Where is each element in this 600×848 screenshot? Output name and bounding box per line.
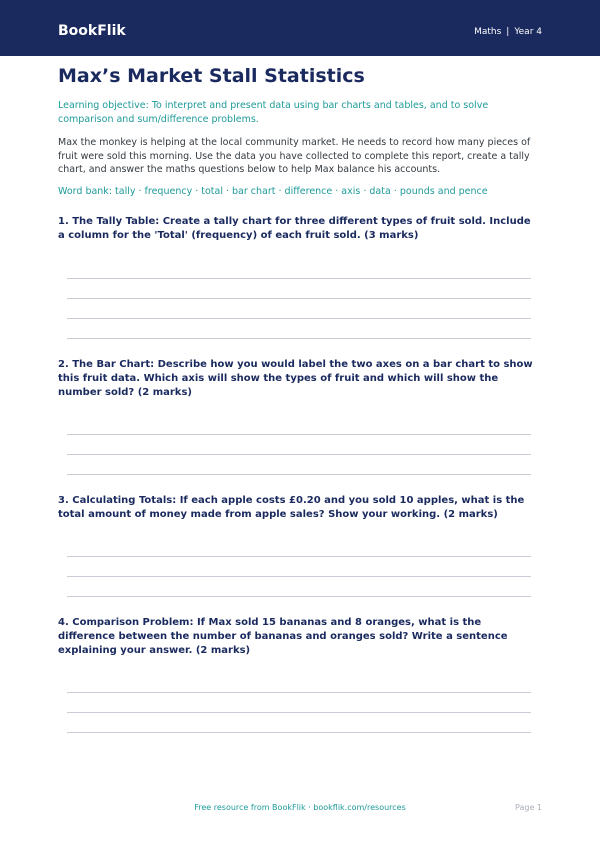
answer-line[interactable] — [67, 318, 531, 319]
answer-line[interactable] — [67, 474, 531, 475]
answer-line[interactable] — [67, 454, 531, 455]
question-2: 2. The Bar Chart: Describe how you would label the two axes on a bar chart to show this fruit data. Which axis will show the types of fruit and which will show the number sold? (2 marks) — [58, 359, 533, 398]
answer-line[interactable] — [67, 278, 531, 279]
question-1: 1. The Tally Table: Create a tally chart for three different types of fruit sold. Include a column for the 'Total' (frequency) of each fruit sold. (3 marks) — [58, 216, 531, 241]
subject-label: Maths — [474, 27, 502, 37]
answer-line[interactable] — [67, 732, 531, 733]
answer-line[interactable] — [67, 556, 531, 557]
question-4: 4. Comparison Problem: If Max sold 15 bananas and 8 oranges, what is the difference between the number of bananas and oranges sold? Write a sentence explaining your answer. (2 marks) — [58, 617, 508, 656]
breadcrumb — [474, 26, 542, 38]
year-label: Year 4 — [514, 27, 542, 37]
page-number: Page 1 — [515, 803, 542, 812]
answer-line[interactable] — [67, 298, 531, 299]
page-title: Max’s Market Stall Statistics — [58, 65, 365, 87]
answer-line[interactable] — [67, 576, 531, 577]
question-3: 3. Calculating Totals: If each apple costs £0.20 and you sold 10 apples, what is the total amount of money made from apple sales? Show your working. (2 marks) — [58, 495, 525, 520]
learning-objective: Learning objective: To interpret and present data using bar charts and tables, and to solve comparison and sum/difference problems. — [58, 100, 489, 125]
brand-logo[interactable]: BookFlik — [58, 23, 126, 39]
answer-line[interactable] — [67, 434, 531, 435]
answer-line[interactable] — [67, 712, 531, 713]
header-bar — [0, 0, 600, 56]
answer-line[interactable] — [67, 338, 531, 339]
footer-link[interactable]: Free resource from BookFlik · bookflik.com/resources — [194, 803, 406, 812]
answer-line[interactable] — [67, 692, 531, 693]
answer-line[interactable] — [67, 596, 531, 597]
intro-paragraph: Max the monkey is helping at the local community market. He needs to record how many pieces of fruit were sold this morning. Use the data you have collected to complete this report, create a tally chart, and answer the maths questions below to help Max balance his accounts. — [58, 137, 531, 175]
breadcrumb-separator: | — [506, 27, 510, 37]
word-bank: Word bank: tally · frequency · total · bar chart · difference · axis · data · pounds and pence — [58, 186, 488, 197]
